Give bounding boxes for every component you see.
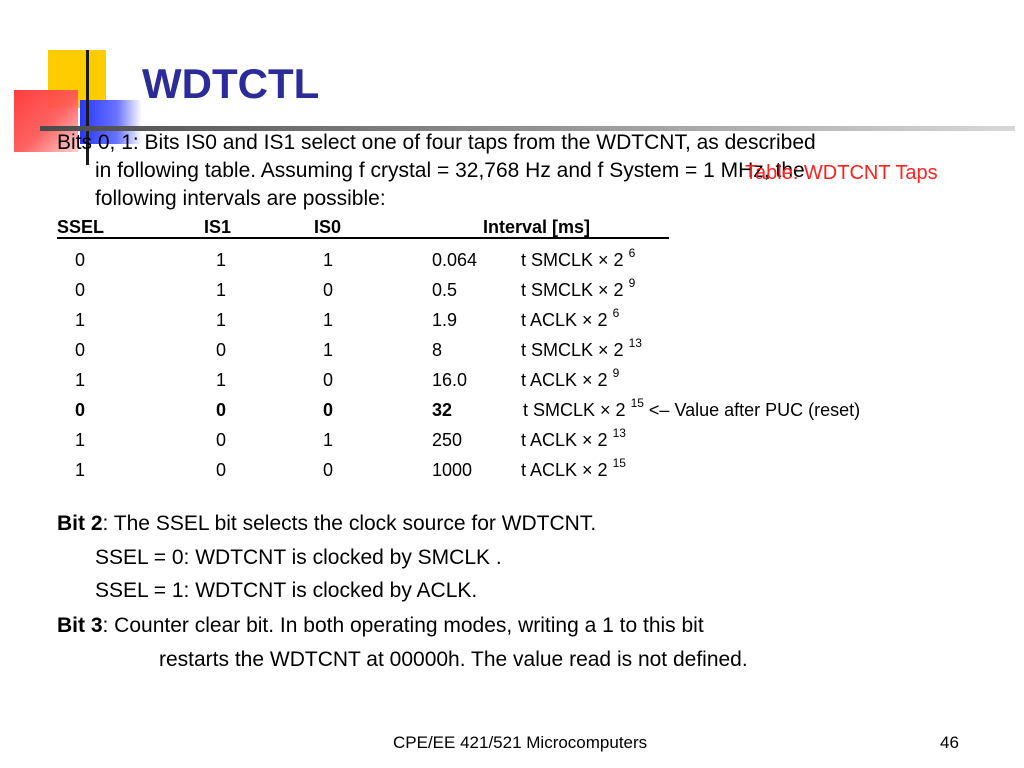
header-ssel: SSEL: [57, 217, 105, 237]
formula-exponent: 9: [612, 366, 620, 380]
cell-is1: 1: [216, 370, 227, 390]
intro-prefix: Bits 0, 1:: [57, 131, 145, 154]
cell-formula: [521, 336, 642, 361]
cell-is1: 0: [216, 460, 227, 480]
formula-text: t SMCLK × 2: [523, 400, 626, 420]
cell-interval: 0.064: [432, 250, 478, 270]
cell-is1: 0: [216, 430, 227, 450]
cell-is1: 1: [216, 280, 227, 300]
bit3-label: Bit 3: [57, 614, 103, 637]
bit2-text: : The SSEL bit selects the clock source for WDTCNT.: [102, 512, 597, 535]
cell-ssel: 0: [75, 340, 86, 360]
header-interval: Interval [ms]: [483, 217, 591, 237]
cell-ssel: 1: [75, 370, 86, 390]
cell-is1: 0: [216, 400, 227, 420]
formula-exponent: 9: [628, 276, 636, 290]
formula-exponent: 15: [612, 456, 626, 470]
bit2-label: Bit 2: [57, 512, 103, 535]
cell-interval: 1000: [432, 460, 473, 480]
cell-formula: [523, 396, 861, 421]
cell-interval: 0.5: [432, 280, 458, 300]
intro-line-2: in following table. Assuming f crystal = 32,768 Hz and f System = 1 MHz, the: [95, 159, 805, 182]
header-is0: IS0: [314, 217, 342, 237]
formula-exponent: 6: [628, 246, 636, 260]
formula-exponent: 6: [612, 306, 620, 320]
ssel0-line: SSEL = 0: WDTCNT is clocked by SMCLK .: [95, 546, 502, 569]
cell-interval: 16.0: [432, 370, 468, 390]
cell-interval: 32: [432, 400, 453, 420]
formula-text: t ACLK × 2: [521, 430, 608, 450]
cell-is0: 1: [323, 340, 334, 360]
header-underline: [57, 237, 669, 239]
cell-formula: [521, 426, 626, 451]
footer-course: CPE/EE 421/521 Microcomputers: [393, 733, 648, 752]
table-caption: Table: WDTCNT Taps: [745, 162, 938, 184]
intro-line-1-text: Bits IS0 and IS1 select one of four taps from the WDTCNT, as described: [144, 131, 816, 154]
cell-formula: [521, 246, 636, 271]
bit3-continuation: restarts the WDTCNT at 00000h. The value read is not defined.: [159, 648, 748, 671]
cell-ssel: 0: [75, 280, 86, 300]
formula-text: t SMCLK × 2: [521, 250, 624, 270]
cell-ssel: 1: [75, 310, 86, 330]
cell-is0: 0: [323, 460, 334, 480]
cell-formula: [521, 456, 626, 481]
cell-is0: 1: [323, 430, 334, 450]
cell-interval: 1.9: [432, 310, 458, 330]
cell-formula: [521, 366, 620, 391]
cell-is0: 0: [323, 400, 334, 420]
cell-is1: 0: [216, 340, 227, 360]
formula-exponent: 15: [630, 396, 644, 410]
cell-ssel: 0: [75, 250, 86, 270]
formula-text: t SMCLK × 2: [521, 280, 624, 300]
cell-interval: 8: [432, 340, 443, 360]
cell-formula: [521, 306, 620, 331]
reset-note: <– Value after PUC (reset): [643, 400, 861, 420]
cell-is0: 1: [323, 310, 334, 330]
formula-exponent: 13: [628, 336, 642, 350]
page-number: 46: [940, 733, 959, 752]
intro-line-1: [57, 128, 816, 157]
cell-interval: 250: [432, 430, 463, 450]
intro-line-3: following intervals are possible:: [95, 187, 386, 210]
formula-text: t ACLK × 2: [521, 370, 608, 390]
ssel1-line: SSEL = 1: WDTCNT is clocked by ACLK.: [95, 579, 478, 602]
cell-is0: 0: [323, 280, 334, 300]
formula-exponent: 13: [612, 426, 626, 440]
slide-title: WDTCTL: [142, 60, 320, 107]
cell-ssel: 1: [75, 430, 86, 450]
formula-text: t ACLK × 2: [521, 460, 608, 480]
cell-is1: 1: [216, 310, 227, 330]
cell-is0: 1: [323, 250, 334, 270]
cell-ssel: 0: [75, 400, 86, 420]
formula-text: t SMCLK × 2: [521, 340, 624, 360]
cell-is0: 0: [323, 370, 334, 390]
bit3-text: : Counter clear bit. In both operating modes, writing a 1 to this bit: [102, 614, 704, 637]
bit2-line: [57, 509, 596, 538]
cell-ssel: 1: [75, 460, 86, 480]
header-is1: IS1: [204, 217, 232, 237]
cell-formula: [521, 276, 636, 301]
cell-is1: 1: [216, 250, 227, 270]
formula-text: t ACLK × 2: [521, 310, 608, 330]
bit3-line: [57, 611, 704, 640]
